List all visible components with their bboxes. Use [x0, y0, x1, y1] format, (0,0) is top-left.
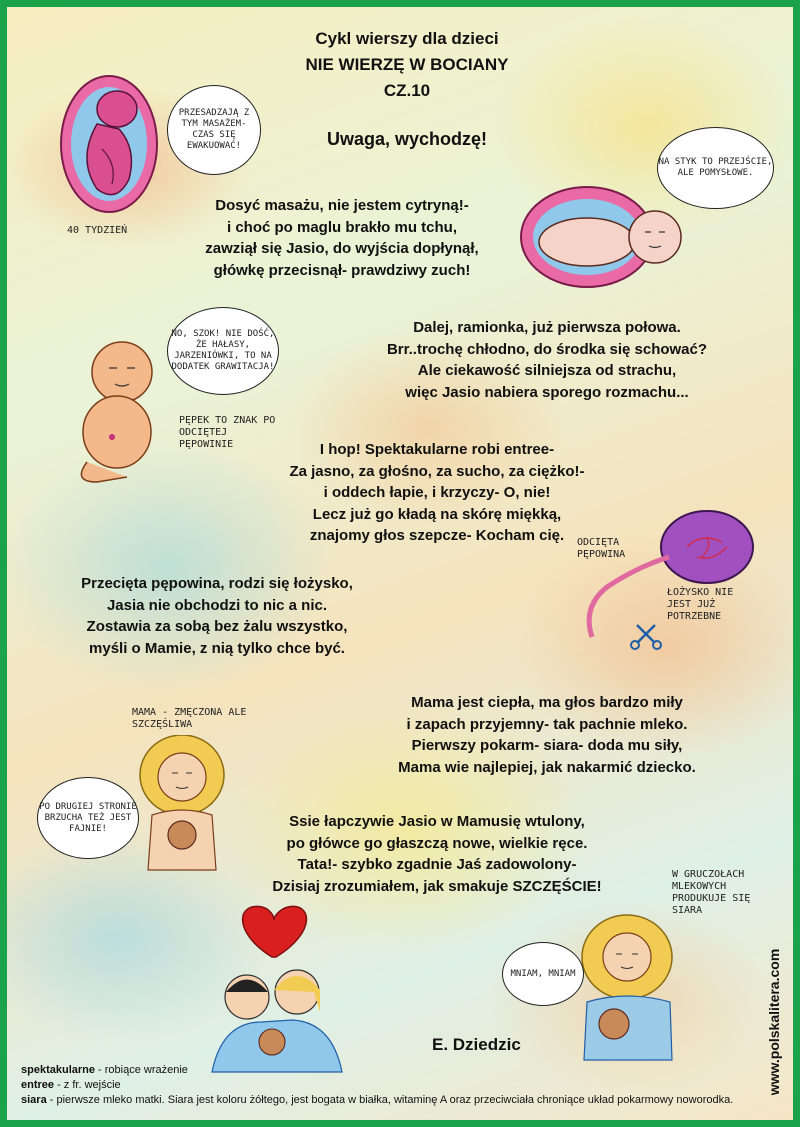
website-link[interactable]: www.polskalitera.com [766, 948, 782, 1096]
stanza-3 [262, 439, 612, 547]
nursing-mother-illustration [572, 912, 682, 1062]
verse-line: zawziął się Jasio, do wyjścia dopłynął, [205, 240, 479, 257]
stanza-1 [182, 195, 502, 281]
glossary-definition: - robiące wrażenie [94, 1064, 188, 1076]
stanza-6 [252, 811, 622, 897]
verse-line: i oddech łapie, i krzyczy- O, nie! [323, 484, 551, 501]
glands-note: W GRUCZOŁACH MLEKOWYCH PRODUKUJE SIĘ SIARA [672, 869, 751, 916]
verse-line: Dzisiaj zrozumiałem, jak smakuje SZCZĘŚCIE! [272, 877, 602, 895]
verse-line: znajomy głos szepcze- Kocham cię. [309, 527, 565, 544]
shock-speech-text: NO, SZOK! NIE DOŚĆ, ŻE HAŁASY, JARZENIÓWKI, TO NA DODATEK GRAWITACJA! [171, 329, 275, 372]
author: E. Dziedzic [432, 1035, 521, 1054]
stanza-4 [57, 573, 377, 659]
verse-line: Przecięta pępowina, rodzi się łożysko, [81, 575, 353, 592]
newborn-illustration [67, 332, 167, 492]
glossary-term: entree [21, 1079, 55, 1091]
birth-canal-speech-bubble [657, 127, 774, 209]
verse-line: Lecz już go kładą na skórę miękką, [312, 505, 562, 523]
poem-title: Uwaga, wychodzę! [326, 129, 488, 149]
glossary [21, 1063, 733, 1108]
verse-line: Mama jest ciepła, ma głos bardzo miły [411, 694, 683, 711]
verse-line: Jasia nie obchodzi to nic a nic. [106, 596, 328, 614]
verse-line: I hop! Spektakularne robi entree- [319, 441, 555, 458]
part-number: CZ.10 [383, 81, 431, 100]
verse-line: Dosyć masażu, nie jestem cytryną!- [215, 197, 469, 214]
glossary-entry [21, 1093, 733, 1108]
verse-line: Za jasno, za głośno, za sucho, za ciężko!- [289, 462, 585, 480]
glossary-entry [21, 1063, 733, 1078]
birth-canal-illustration [517, 182, 687, 292]
glossary-definition: - pierwsze mleko matki. Siara jest koloru żółtego, jest bogata w białka, witaminę A oraz przeciwciała chroniące układ pokarmowy noworodka. [46, 1094, 734, 1106]
glossary-entry [21, 1078, 733, 1093]
stanza-2 [372, 317, 722, 403]
verse-line: główkę przecisnął- prawdziwy zuch! [213, 261, 471, 279]
verse-line: więc Jasio nabiera sporego rozmachu... [405, 383, 689, 401]
placenta-illustration [577, 507, 757, 652]
breast-speech-bubble [37, 777, 139, 859]
verse-line: Tata!- szybko zgadnie Jaś zadowolony- [297, 856, 577, 873]
birth-canal-speech-text: NA STYK TO PRZEJŚCIE, ALE POMYSŁOWE. [658, 157, 773, 178]
nursing-speech-bubble [502, 942, 584, 1006]
womb-baby-illustration [57, 69, 167, 219]
verse-line: Brr..trochę chłodno, do środka się schować? [386, 340, 708, 358]
glossary-definition: - z fr. wejście [54, 1079, 121, 1091]
navel-note: PĘPEK TO ZNAK PO ODCIĘTEJ PĘPOWINIE [179, 415, 276, 450]
verse-line: i zapach przyjemny- tak pachnie mleko. [406, 715, 688, 733]
womb-speech-bubble [167, 85, 261, 175]
verse-line: myśli o Mamie, z nią tylko chce być. [89, 639, 345, 657]
verse-line: Zostawia za sobą bez żalu wszystko, [86, 618, 348, 635]
womb-speech-text: PRZESADZAJĄ Z TYM MASAŻEM- CZAS SIĘ EWAKUOWAĆ! [178, 108, 250, 151]
breast-speech-text: PO DRUGIEJ STRONIE BRZUCHA TEŻ JEST FAJNIE! [39, 801, 137, 834]
cut-cord-note: ODCIĘTA PĘPOWINA [577, 537, 626, 560]
verse-line: i choć po maglu brakło mu tchu, [226, 218, 458, 236]
verse-line: Ssie łapczywie Jasio w Mamusię wtulony, [289, 813, 585, 830]
glossary-term: siara [21, 1094, 47, 1106]
glossary-term: spektakularne [21, 1064, 95, 1076]
nursing-speech-text: MNIAM, MNIAM [510, 968, 576, 979]
poem-cycle-title: NIE WIERZĘ W BOCIANY [305, 55, 509, 74]
verse-line: po główce go głaszczą nowe, wielkie ręce. [286, 834, 588, 852]
mother-note: MAMA - ZMĘCZONA ALE SZCZĘŚLIWA [132, 707, 247, 730]
stanza-5 [372, 692, 722, 778]
website-vertical [761, 937, 787, 1107]
verse-line: Mama wie najlepiej, jak nakarmić dziecko. [398, 758, 696, 776]
verse-line: Pierwszy pokarm- siara- doda mu siły, [411, 737, 683, 754]
placenta-note: ŁOŻYSKO NIE JEST JUŻ POTRZEBNE [667, 587, 734, 622]
verse-line: Ale ciekawość silniejsza od strachu, [417, 362, 677, 379]
verse-line: Dalej, ramionka, już pierwsza połowa. [413, 319, 681, 336]
mother-baby-illustration [132, 735, 232, 875]
shock-speech-bubble [167, 307, 279, 395]
series-title: Cykl wierszy dla dzieci [315, 29, 499, 48]
week-note: 40 TYDZIEŃ [67, 225, 128, 236]
